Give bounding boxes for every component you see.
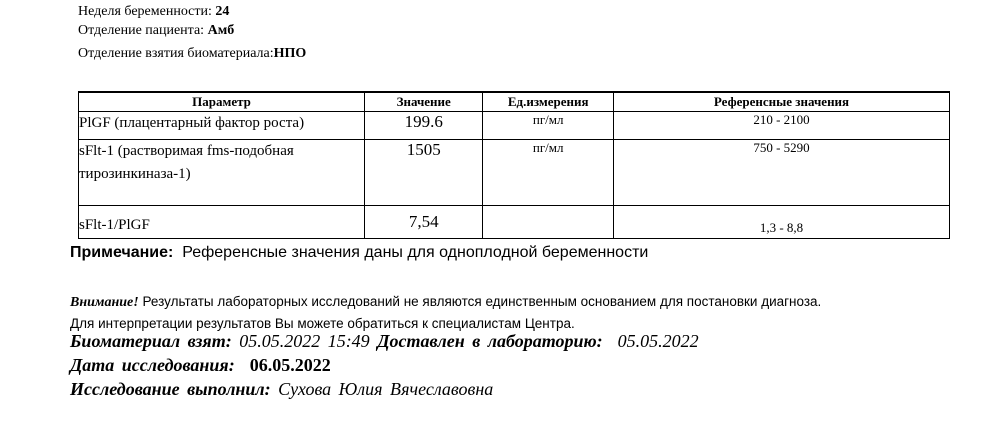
study-date-value: 06.05.2022 (249, 355, 331, 375)
sample-line (70, 331, 699, 352)
parameter-cell: sFlt-1 (растворимая fms-подобная тирозинкиназа-1) (79, 140, 365, 206)
note-text: Референсные значения даны для одноплодной беременности (182, 244, 649, 261)
note-line (70, 244, 648, 262)
pregnancy-week-label: Неделя беременности: (78, 4, 212, 19)
note-label: Примечание: (70, 244, 174, 261)
pregnancy-week-value: 24 (215, 4, 230, 19)
biomaterial-department-value: НПО (273, 46, 307, 61)
column-header-unit: Ед.измерения (483, 92, 614, 112)
column-header-reference: Референсные значения (613, 92, 949, 112)
parameter-cell: PlGF (плацентарный фактор роста) (79, 112, 365, 140)
unit-cell (483, 206, 614, 239)
warning-text-2: Для интерпретации результатов Вы можете обратиться к специалистам Центра. (70, 316, 575, 331)
sample-taken-label: Биоматериал взят: (70, 331, 232, 351)
results-table (78, 91, 950, 239)
sample-taken-value: 05.05.2022 15:49 (239, 331, 370, 351)
patient-department-label: Отделение пациента: (78, 23, 205, 38)
study-date-line (70, 355, 331, 376)
study-date-label: Дата исследования: (70, 355, 235, 375)
column-header-value: Значение (365, 92, 483, 112)
unit-cell: пг/мл (483, 112, 614, 140)
reference-cell: 750 - 5290 (613, 140, 949, 206)
table-row (79, 140, 950, 206)
biomaterial-department-line (78, 46, 306, 62)
sample-delivered-value: 05.05.2022 (617, 331, 699, 351)
column-header-parameter: Параметр (79, 92, 365, 112)
performer-name: Сухова Юлия Вячеславовна (278, 379, 494, 399)
performer-label: Исследование выполнил: (70, 379, 271, 399)
biomaterial-department-label: Отделение взятия биоматериала: (78, 46, 274, 61)
table-row (79, 112, 950, 140)
warning-label: Внимание! (70, 295, 139, 310)
parameter-cell: sFlt-1/PlGF (79, 206, 365, 239)
patient-department-value: Амб (207, 23, 235, 38)
warning-line-1 (70, 291, 821, 313)
sample-delivered-label: Доставлен в лабораторию: (377, 331, 603, 351)
table-row (79, 206, 950, 239)
unit-cell: пг/мл (483, 140, 614, 206)
value-cell: 199.6 (365, 112, 483, 140)
table-header-row (79, 92, 950, 112)
pregnancy-week-line (78, 4, 229, 20)
warning-text-1: Результаты лабораторных исследований не являются единственным основанием для постановки диагноза. (142, 294, 822, 309)
reference-cell: 210 - 2100 (613, 112, 949, 140)
reference-cell: 1,3 - 8,8 (613, 206, 949, 239)
warning-block (70, 291, 821, 334)
value-cell: 1505 (365, 140, 483, 206)
value-cell: 7,54 (365, 206, 483, 239)
performer-line (70, 379, 493, 400)
patient-department-line (78, 23, 234, 39)
